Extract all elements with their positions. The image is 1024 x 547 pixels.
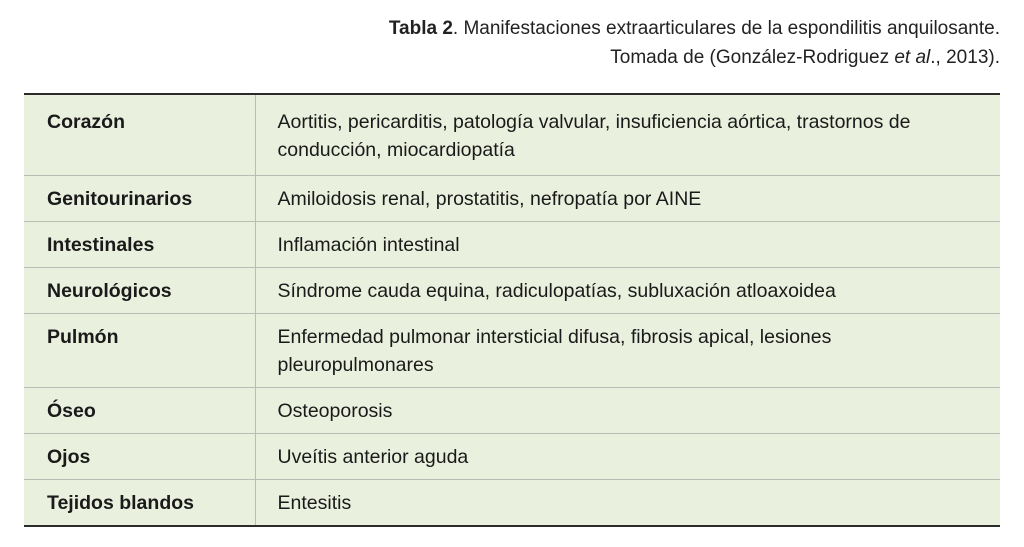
row-category: Neurológicos: [24, 267, 255, 313]
table-body: [24, 95, 1000, 525]
manifestations-table: [24, 93, 1000, 527]
table-row: [24, 95, 1000, 175]
row-category: Pulmón: [24, 313, 255, 387]
caption-source-line: [389, 43, 1000, 72]
row-description: Aortitis, pericarditis, patología valvular, insuficiencia aórtica, trastornos de conducción, miocardiopatía: [277, 111, 911, 161]
row-category: Corazón: [24, 95, 255, 175]
table-caption: [389, 14, 1000, 72]
caption-title-line: [389, 14, 1000, 43]
row-description: Enfermedad pulmonar intersticial difusa, fibrosis apical, lesiones pleuropulmonares: [255, 313, 1000, 387]
row-description: Amiloidosis renal, prostatitis, nefropatía por AINE: [255, 175, 1000, 221]
table-row: [24, 175, 1000, 221]
caption-source-suffix: ., 2013).: [930, 47, 1000, 68]
row-description: Osteoporosis: [255, 387, 1000, 433]
table-row: [24, 221, 1000, 267]
row-category: Ojos: [24, 433, 255, 479]
caption-label: Tabla 2: [388, 18, 453, 39]
row-category: Tejidos blandos: [24, 479, 255, 525]
row-description: Entesitis: [255, 479, 1000, 525]
row-category: Genitourinarios: [24, 175, 255, 221]
caption-source-prefix: Tomada de (González-Rodriguez: [610, 47, 895, 68]
caption-source-italic: et al: [894, 47, 931, 68]
table-row: [24, 479, 1000, 525]
row-description: Síndrome cauda equina, radiculopatías, subluxación atloaxoidea: [255, 267, 1000, 313]
row-description: Inflamación intestinal: [255, 221, 1000, 267]
row-category: Intestinales: [24, 221, 255, 267]
table-row: [24, 267, 1000, 313]
row-description: Uveítis anterior aguda: [255, 433, 1000, 479]
table-row: [24, 313, 1000, 387]
row-category: Óseo: [24, 387, 255, 433]
table-row: [24, 387, 1000, 433]
caption-title: . Manifestaciones extraarticulares de la espondilitis anquilosante.: [452, 18, 1000, 39]
table-row: [24, 433, 1000, 479]
